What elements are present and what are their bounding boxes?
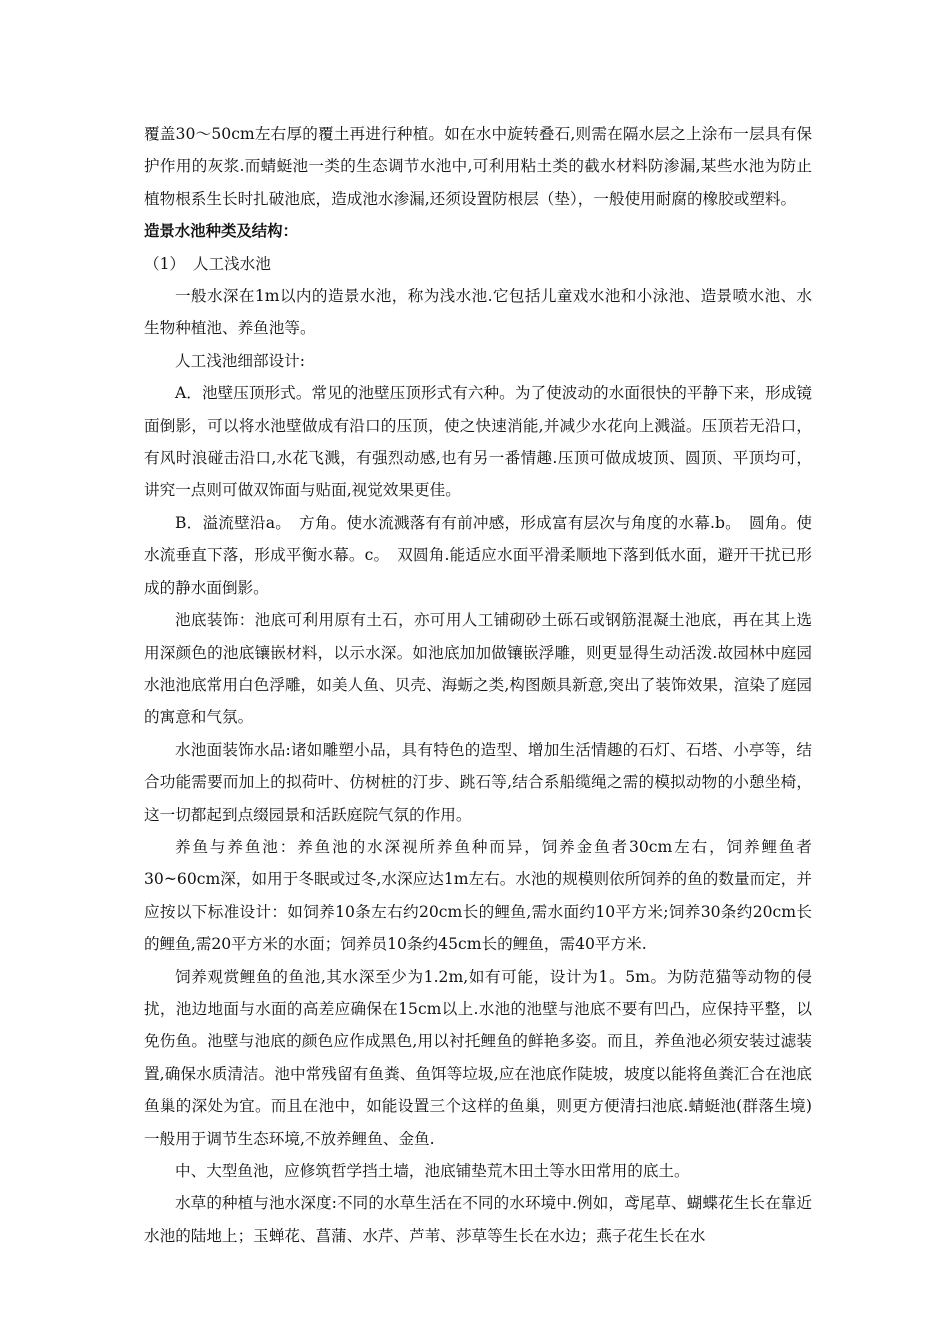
paragraph-aquatic-plants: 水草的种植与池水深度:不同的水草生活在不同的水环境中.例如，鸢尾草、蝴蝶花生长在靠近水池的陆地上；玉蝉花、菖蒲、水芹、芦苇、莎草等生长在水边；燕子花生长在水 [144,1194,812,1245]
subsection-title: （1） 人工浅水池 [144,254,271,273]
paragraph-water-decor: 水池面装饰水品:诸如雕塑小品，具有特色的造型、增加生活情趣的石灯、石塔、小亭等，结合功能需要而加上的拟荷叶、仿树桩的汀步、跳石等,结合系船缆绳之需的模拟动物的小憩坐椅，这一切都起到点缀园景和活跃庭院气氛的作用。 [144,740,812,824]
paragraph-overflow-edge: B．溢流壁沿a。 方角。使水流溅落有有前冲感，形成富有层次与角度的水幕.b。 圆角。使水流垂直下落，形成平衡水幕。c。 双圆角.能适应水面平滑柔顺地下落到低水面，避开干扰已形成的静水面倒影。 [144,513,812,597]
paragraph-shallow-pool: 一般水深在1m以内的造景水池，称为浅水池.它包括儿童戏水池和小泳池、造景喷水池、水生物种植池、养鱼池等。 [144,287,812,338]
paragraph-koi-pond: 饲养观赏鲤鱼的鱼池,其水深至少为1.2m,如有可能，设计为1。5m。为防范猫等动物的侵扰，池边地面与水面的高差应确保在15cm以上.水池的池壁与池底不要有凹凸，应保持平整，以免伤鱼。池壁与池底的颜色应作成黑色,用以衬托鲤鱼的鲜艳多姿。而且，养鱼池必须安装过滤装置,确保水质清洁。池中常残留有鱼粪、鱼饵等垃圾,应在池底作陡坡，坡度以能将鱼粪汇合在池底鱼巢的深处为宜。而且在池中，如能设置三个这样的鱼巢，则更方便清扫池底.蜻蜓池(群落生境)一般用于调节生态环境,不放养鲤鱼、金鱼. [144,967,812,1148]
section-heading: 造景水池种类及结构： [144,222,298,241]
paragraph-detail-design: 人工浅池细部设计: [175,351,306,370]
document-page [144,118,812,1252]
paragraph-large-pond: 中、大型鱼池，应修筑哲学挡土墙，池底铺垫荒木田土等水田常用的底土。 [175,1162,690,1180]
paragraph-wall-top: A．池壁压顶形式。常见的池壁压顶形式有六种。为了使波动的水面很快的平静下来，形成镜面倒影，可以将水池壁做成有沿口的压顶，使之快速消能,并减少水花向上溅溢。压顶若无沿口，有风时浪碰击沿口,水花飞溅，有强烈动感,也有另一番情趣.压顶可做成坡顶、圆顶、平顶均可，讲究一点则可做双饰面与贴面,视觉效果更佳。 [144,384,812,500]
paragraph-fish-pond: 养鱼与养鱼池：养鱼池的水深视所养鱼种而异，饲养金鱼者30cm左右，饲养鲤鱼者30~60cm深，如用于冬眠或过冬,水深应达1m左右。水池的规模则依所饲养的鱼的数量而定，并应按以下标准设计：如饲养10条左右约20cm长的鲤鱼,需水面约10平方米;饲养30条约20cm长的鲤鱼,需20平方米的水面；饲养员10条约45cm长的鲤鱼，需40平方米. [144,837,812,954]
paragraph-pool-bottom: 池底装饰：池底可利用原有土石，亦可用人工铺砌砂土砾石或钢筋混凝土池底，再在其上选用深颜色的池底镶嵌材料，以示水深。如池底加加做镶嵌浮雕，则更显得生动活泼.故园林中庭园水池池底常用白色浮雕，如美人鱼、贝壳、海蛎之类,构图颇具新意,突出了装饰效果，渲染了庭园的寓意和气氛。 [144,611,812,727]
paragraph-1: 覆盖30～50cm左右厚的覆土再进行种植。如在水中旋转叠石,则需在隔水层之上涂布一层具有保护作用的灰浆.而蜻蜓池一类的生态调节水池中,可利用粘土类的截水材料防渗漏,某些水池为防止植物根系生长时扎破池底，造成池水渗漏,还须设置防根层（垫），一般使用耐腐的橡胶或塑料。 [144,125,812,208]
